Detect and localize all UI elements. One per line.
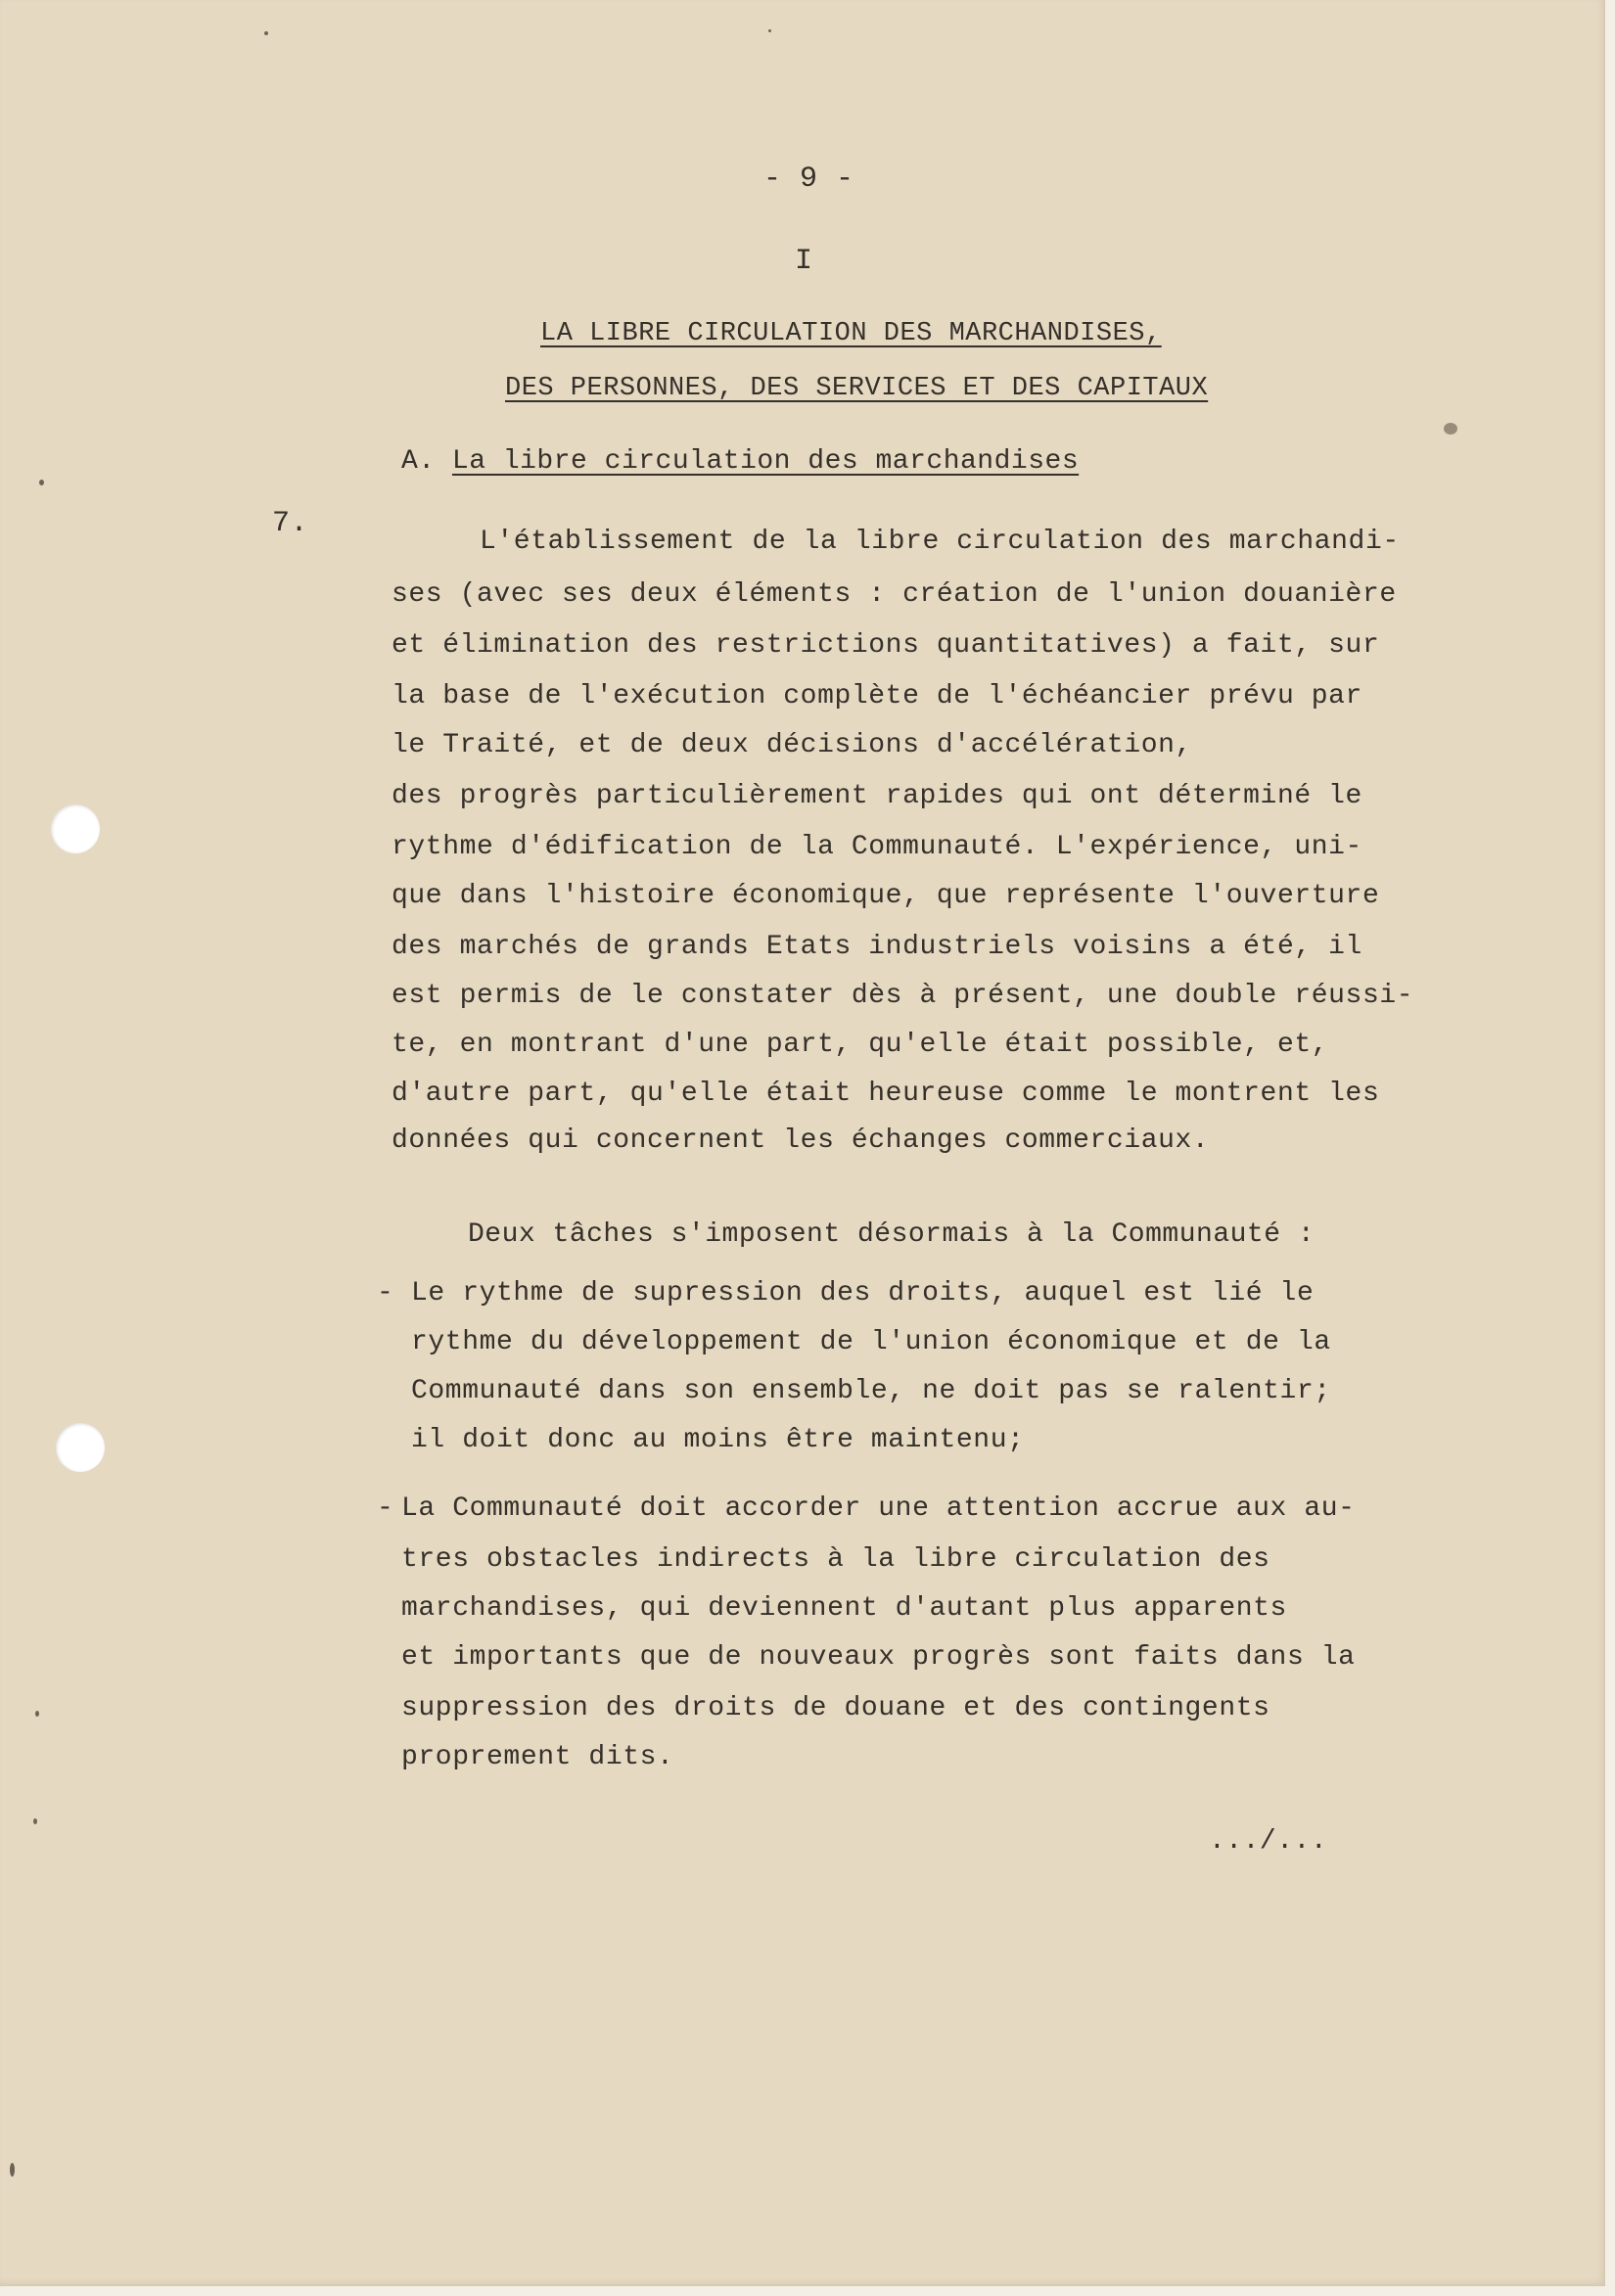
task-1-line: Le rythme de supression des droits, auquel est lié le (411, 1278, 1315, 1309)
paragraph-line: L'établissement de la libre circulation des marchandi- (480, 527, 1400, 557)
paragraph-line: ses (avec ses deux éléments : création de l'union douanière (392, 579, 1397, 610)
paper-speck (10, 2163, 15, 2177)
paper-speck (33, 1818, 37, 1824)
task-2-line: suppression des droits de douane et des contingents (401, 1693, 1270, 1723)
task-2-line: La Communauté doit accorder une attention accrue aux au- (401, 1493, 1356, 1524)
paragraph-line: que dans l'histoire économique, que représente l'ouverture (392, 881, 1380, 911)
page-edge-bottom (0, 2286, 1615, 2296)
paragraph-line: est permis de le constater dès à présent, une double réussi- (392, 981, 1414, 1011)
task-2-line: et importants que de nouveaux progrès sont faits dans la (401, 1642, 1356, 1673)
tasks-intro: Deux tâches s'imposent désormais à la Communauté : (468, 1219, 1315, 1250)
page-edge-right (1605, 0, 1615, 2296)
list-dash: - (377, 1278, 394, 1309)
task-2-line: marchandises, qui deviennent d'autant plus apparents (401, 1593, 1287, 1624)
task-2-line: proprement dits. (401, 1742, 674, 1772)
page-number: - 9 - (763, 162, 854, 196)
paper-speck (768, 29, 771, 32)
paragraph-line: d'autre part, qu'elle était heureuse comme le montrent les (392, 1079, 1380, 1109)
paragraph-number: 7. (272, 507, 309, 540)
task-2-line: tres obstacles indirects à la libre circulation des (401, 1544, 1270, 1575)
punch-hole-top (51, 804, 100, 853)
list-dash: - (377, 1493, 394, 1524)
section-a-letter: A. (401, 446, 436, 477)
task-1-line: il doit donc au moins être maintenu; (411, 1425, 1025, 1455)
section-a-heading (401, 448, 1079, 476)
paragraph-line: te, en montrant d'une part, qu'elle était possible, et, (392, 1030, 1329, 1060)
section-numeral: I (795, 245, 813, 278)
paragraph-line: le Traité, et de deux décisions d'accélération, (392, 730, 1192, 760)
paragraph-line: la base de l'exécution complète de l'échéancier prévu par (392, 681, 1362, 712)
punch-hole-bottom (56, 1423, 105, 1472)
paragraph-line: et élimination des restrictions quantitatives) a fait, sur (392, 630, 1380, 661)
section-a-title: La libre circulation des marchandises (451, 446, 1080, 477)
paragraph-line: rythme d'édification de la Communauté. L'expérience, uni- (392, 832, 1362, 862)
title-line-1: LA LIBRE CIRCULATION DES MARCHANDISES, (540, 319, 1162, 348)
paper-speck (264, 31, 268, 35)
title-line-2: DES PERSONNES, DES SERVICES ET DES CAPITAUX (505, 374, 1209, 403)
paper-speck (1444, 423, 1457, 435)
continuation-marker: .../... (1209, 1826, 1328, 1857)
paragraph-line: des progrès particulièrement rapides qui ont déterminé le (392, 781, 1362, 811)
paper-speck (39, 480, 44, 485)
paragraph-line: des marchés de grands Etats industriels voisins a été, il (392, 932, 1362, 962)
paragraph-line: données qui concernent les échanges commerciaux. (392, 1125, 1210, 1156)
paper-speck (35, 1711, 39, 1717)
task-1-line: rythme du développement de l'union économique et de la (411, 1327, 1331, 1357)
task-1-line: Communauté dans son ensemble, ne doit pas se ralentir; (411, 1376, 1331, 1406)
